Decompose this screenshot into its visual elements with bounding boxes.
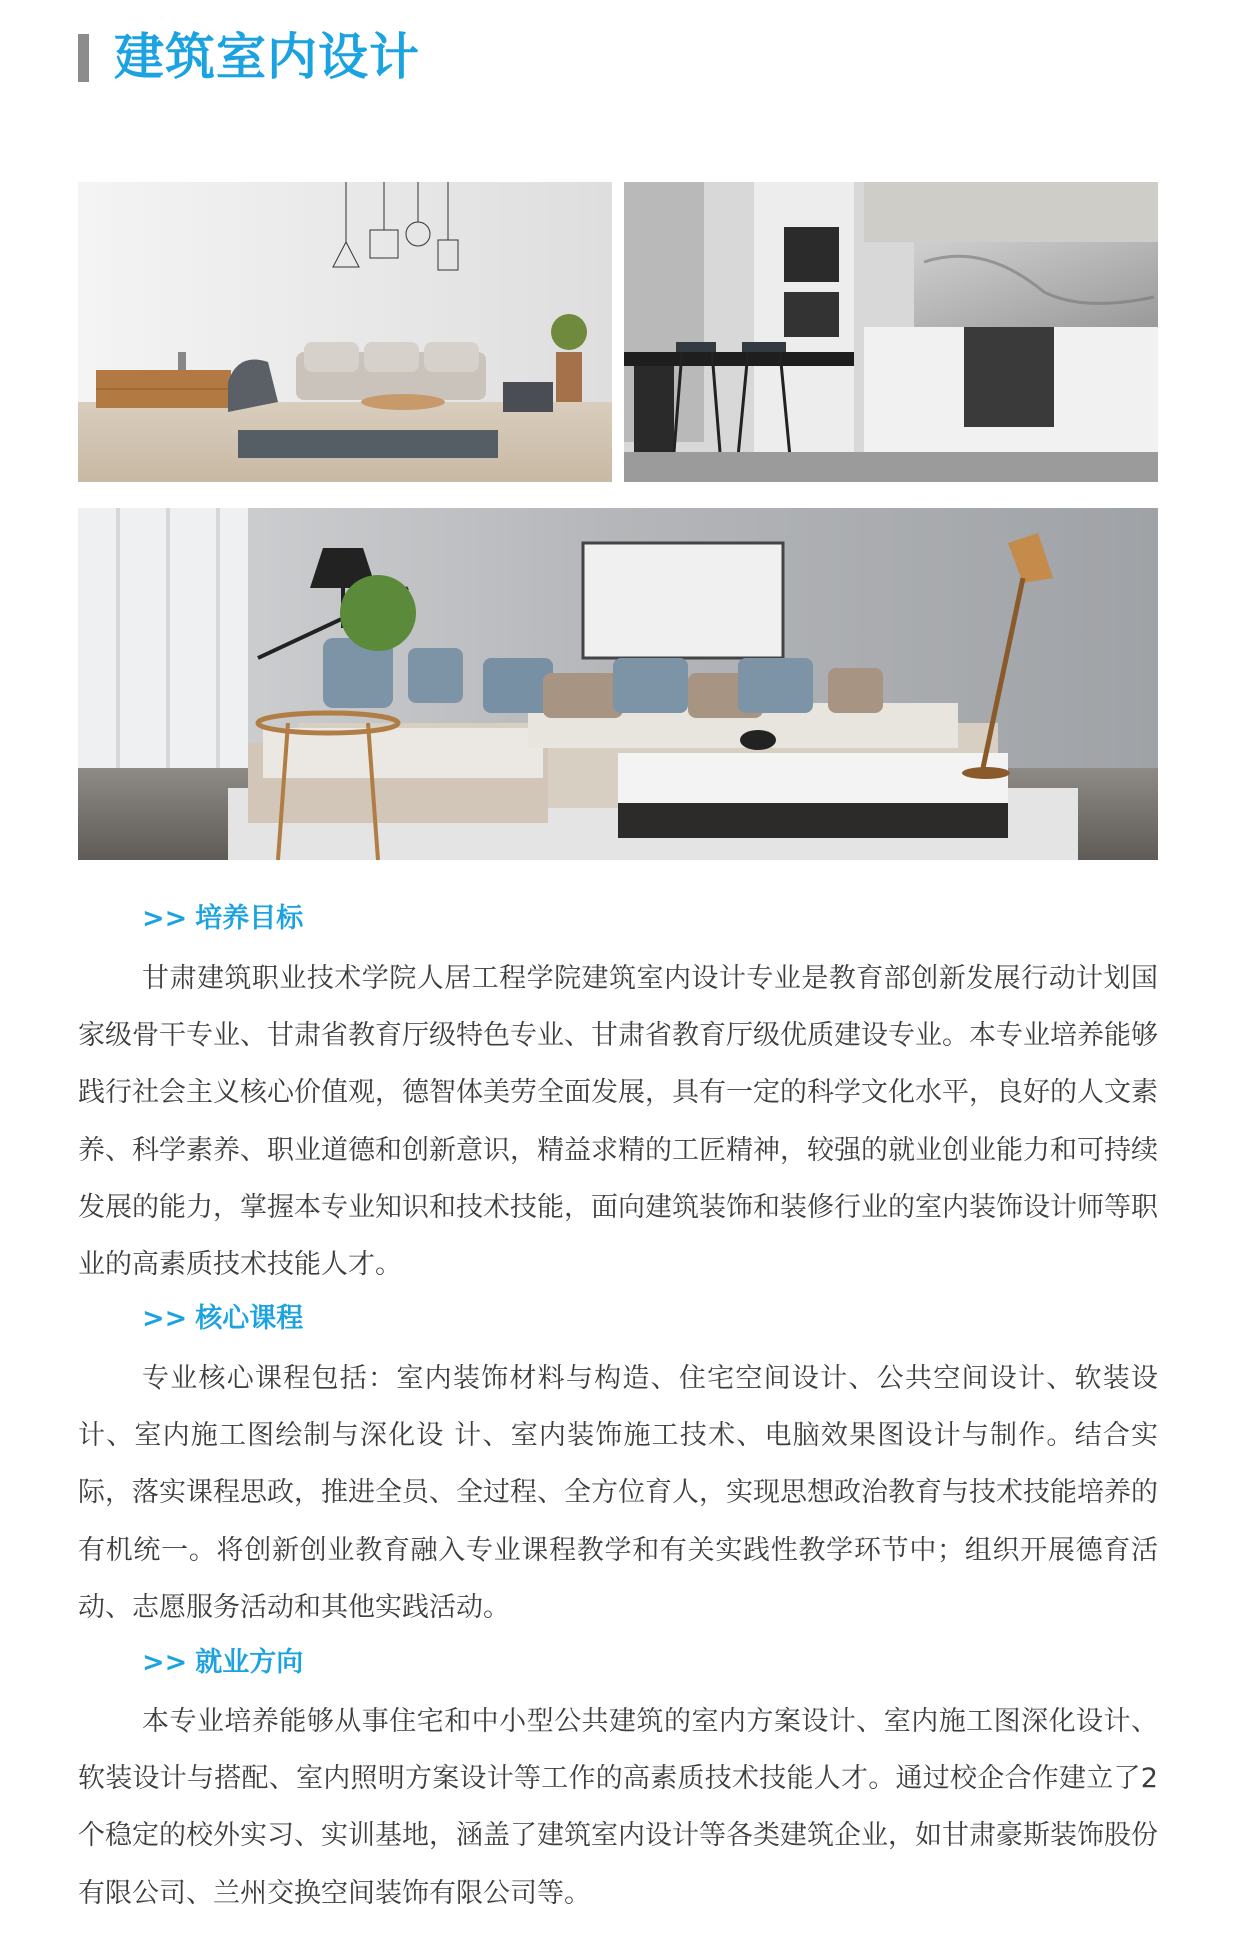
section-heading-goal-text: 培养目标 [195, 903, 304, 934]
section-heading-course-text: 核心课程 [195, 1303, 304, 1334]
title-accent-bar [78, 34, 89, 82]
living-room-photo [78, 182, 612, 482]
kitchen-photo [624, 182, 1158, 482]
arrow-icon: >> [142, 1647, 188, 1678]
section-heading-job [142, 1643, 303, 1683]
section-goal-paragraph: 甘肃建筑职业技术学院人居工程学院建筑室内设计专业是教育部创新发展行动计划国家级骨干专业、甘肃省教育厅级特色专业、甘肃省教育厅级优质建设专业。本专业培养能够践行社会主义核心价值观，德智体美劳全面发展，具有一定的科学文化水平，良好的人文素养、科学素养、职业道德和创新意识，精益求精的工匠精神，较强的就业创业能力和可持续发展的能力，掌握本专业知识和技术技能，面向建筑装饰和装修行业的室内装饰设计师等职业的高素质技术技能人才。 [78, 963, 1158, 1281]
section-course-paragraph: 专业核心课程包括：室内装饰材料与构造、住宅空间设计、公共空间设计、软装设计、室内施工图绘制与深化设 计、室内装饰施工技术、电脑效果图设计与制作。结合实际，落实课程思政，推进全员、全过程、全方位育人，实现思想政治教育与技术技能培养的有机统一。将创新创业教育融入专业课程教学和有关实践性教学环节中；组织开展德育活动、志愿服务活动和其他实践活动。 [78, 1363, 1158, 1623]
section-job-paragraph: 本专业培养能够从事住宅和中小型公共建筑的室内方案设计、室内施工图深化设计、软装设计与搭配、室内照明方案设计等工作的高素质技术技能人才。通过校企合作建立了2个稳定的校外实习、实训基地，涵盖了建筑室内设计等各类建筑企业，如甘肃豪斯装饰股份有限公司、兰州交换空间装饰有限公司等。 [78, 1706, 1158, 1909]
sofa-lounge-photo [78, 508, 1158, 860]
arrow-icon: >> [142, 1303, 188, 1334]
section-heading-job-text: 就业方向 [195, 1647, 304, 1678]
section-heading-goal [142, 899, 303, 939]
page-title: 建筑室内设计 [114, 28, 420, 86]
section-heading-course [142, 1299, 303, 1339]
arrow-icon: >> [142, 903, 188, 934]
